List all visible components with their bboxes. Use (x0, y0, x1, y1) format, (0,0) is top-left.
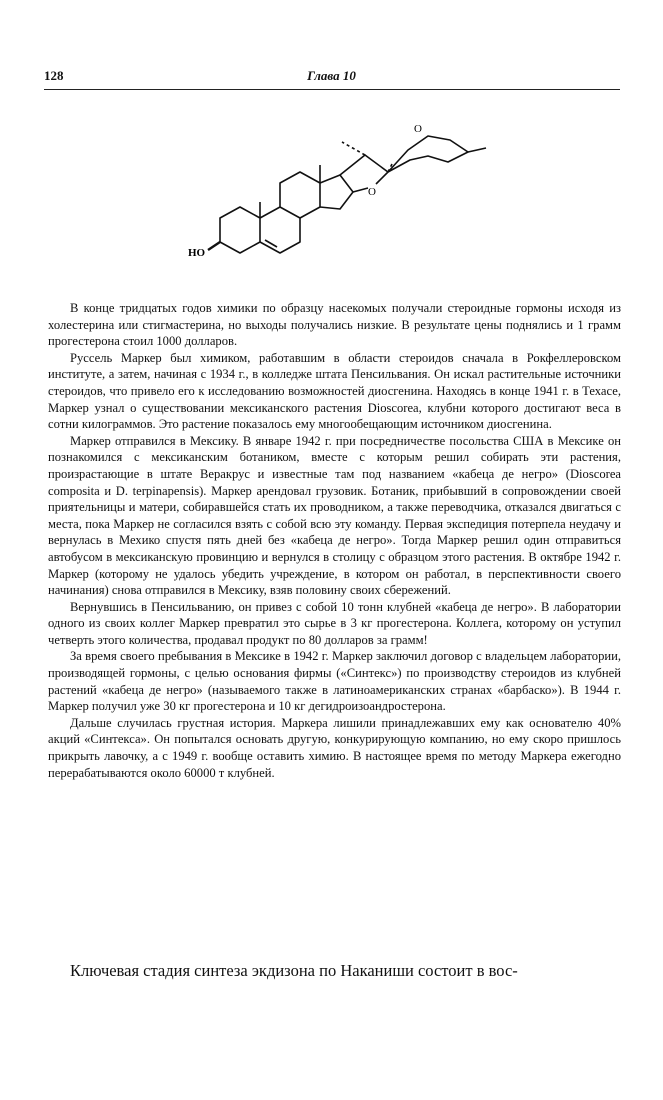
paragraph-5: За время своего пребывания в Мексике в 1942 г. Маркер заключил договор с владельцем лаборатории, производящей гормоны, с целью основания фирмы («Синтекс») по производству стероидов из клубней растений «кабеца де негро» (называемого также в латиноамериканских странах «барбаско»). В 1944 г. Маркер получил уже 30 кг прогестерона и 10 кг дегидроизоандростерона. (48, 649, 621, 714)
paragraph-3: Маркер отправился в Мексику. В январе 1942 г. при посредничестве посольства США в Мексике он познакомился с мексиканским ботаником, вместе с которым решил собирать эти растения, произрастающие в штате Веракрус и известные там под названием «кабеца де негро» (Dioscorea composita и D. terpinapensis). Маркер арендовал грузовик. Ботаник, прибывший в сопровождении своей приятельницы и матери, собиравшейся стать их проводником, а также переводчика, отказался двигаться с места, пока Маркер не согласился взять с собой всю эту команду. Первая экспедиция потерпела неудачу и вернулась в Мехико спустя пять дней без «кабеца де негро». Тогда Маркер решил один отправиться автобусом в мексиканскую провинцию и вернулся в столицу с образцом этого растения. В октябре 1942 г. Маркер (которому не удалось убедить учреждение, в котором он работал, в перспективности своего начинания) снова отправился в Мексику, взяв половину своих сбережений. (48, 433, 621, 598)
paragraph-2: Руссель Маркер был химиком, работавшим в области стероидов сначала в Рокфеллеровском институте, а затем, начиная с 1934 г., в колледже штата Пенсильвания. Он искал растительные источники стероидов, что привело его к исследованию возможностей диосгенина. Находясь в конце 1941 г. в Техасе, Маркер узнал о существовании мексиканского растения Dioscorea, клубни которого достигают веса в сотни килограммов. Это растение показалось ему многообещающим источником диосгенина. (48, 350, 621, 432)
diosgenin-structure-diagram (170, 100, 530, 290)
ho-label: HO (188, 247, 206, 259)
page-header (44, 68, 619, 88)
oxygen-label-ring-f: O (414, 123, 422, 135)
header-rule (44, 89, 620, 90)
page-number: 128 (44, 68, 64, 83)
chapter-title: Глава 10 (307, 68, 356, 83)
paragraph-1: В конце тридцатых годов химики по образцу насекомых получали стероидные гормоны исходя из холестерина или стигмастерина, но выходы получались низкие. В результате цены поднялись и 1 грамм прогестерона стоил 1000 долларов. (48, 301, 621, 349)
paragraph-4: Вернувшись в Пенсильванию, он привез с собой 10 тонн клубней «кабеца де негро». В лаборатории одного из своих коллег Маркер превратил это сырье в 3 кг прогестерона. Коллега, которому он уступил четверть этого количества, продавал продукт по 80 долларов за грамм! (48, 599, 621, 647)
closing-line: Ключевая стадия синтеза экдизона по Наканиши состоит в вос- (70, 961, 518, 980)
body-text (48, 300, 621, 781)
oxygen-label-ring-e: O (368, 186, 376, 198)
paragraph-6: Дальше случилась грустная история. Маркера лишили принадлежавших ему как основателю 40% акций «Синтекса». Он попытался основать другую, конкурирующую компанию, но ему скоро пришлось прикрыть лавочку, а с 1949 г. вообще оставить химию. В настоящее время по методу Маркера ежегодно перерабатываются около 60000 т клубней. (48, 715, 621, 780)
steroid-structure-figure (170, 100, 530, 290)
